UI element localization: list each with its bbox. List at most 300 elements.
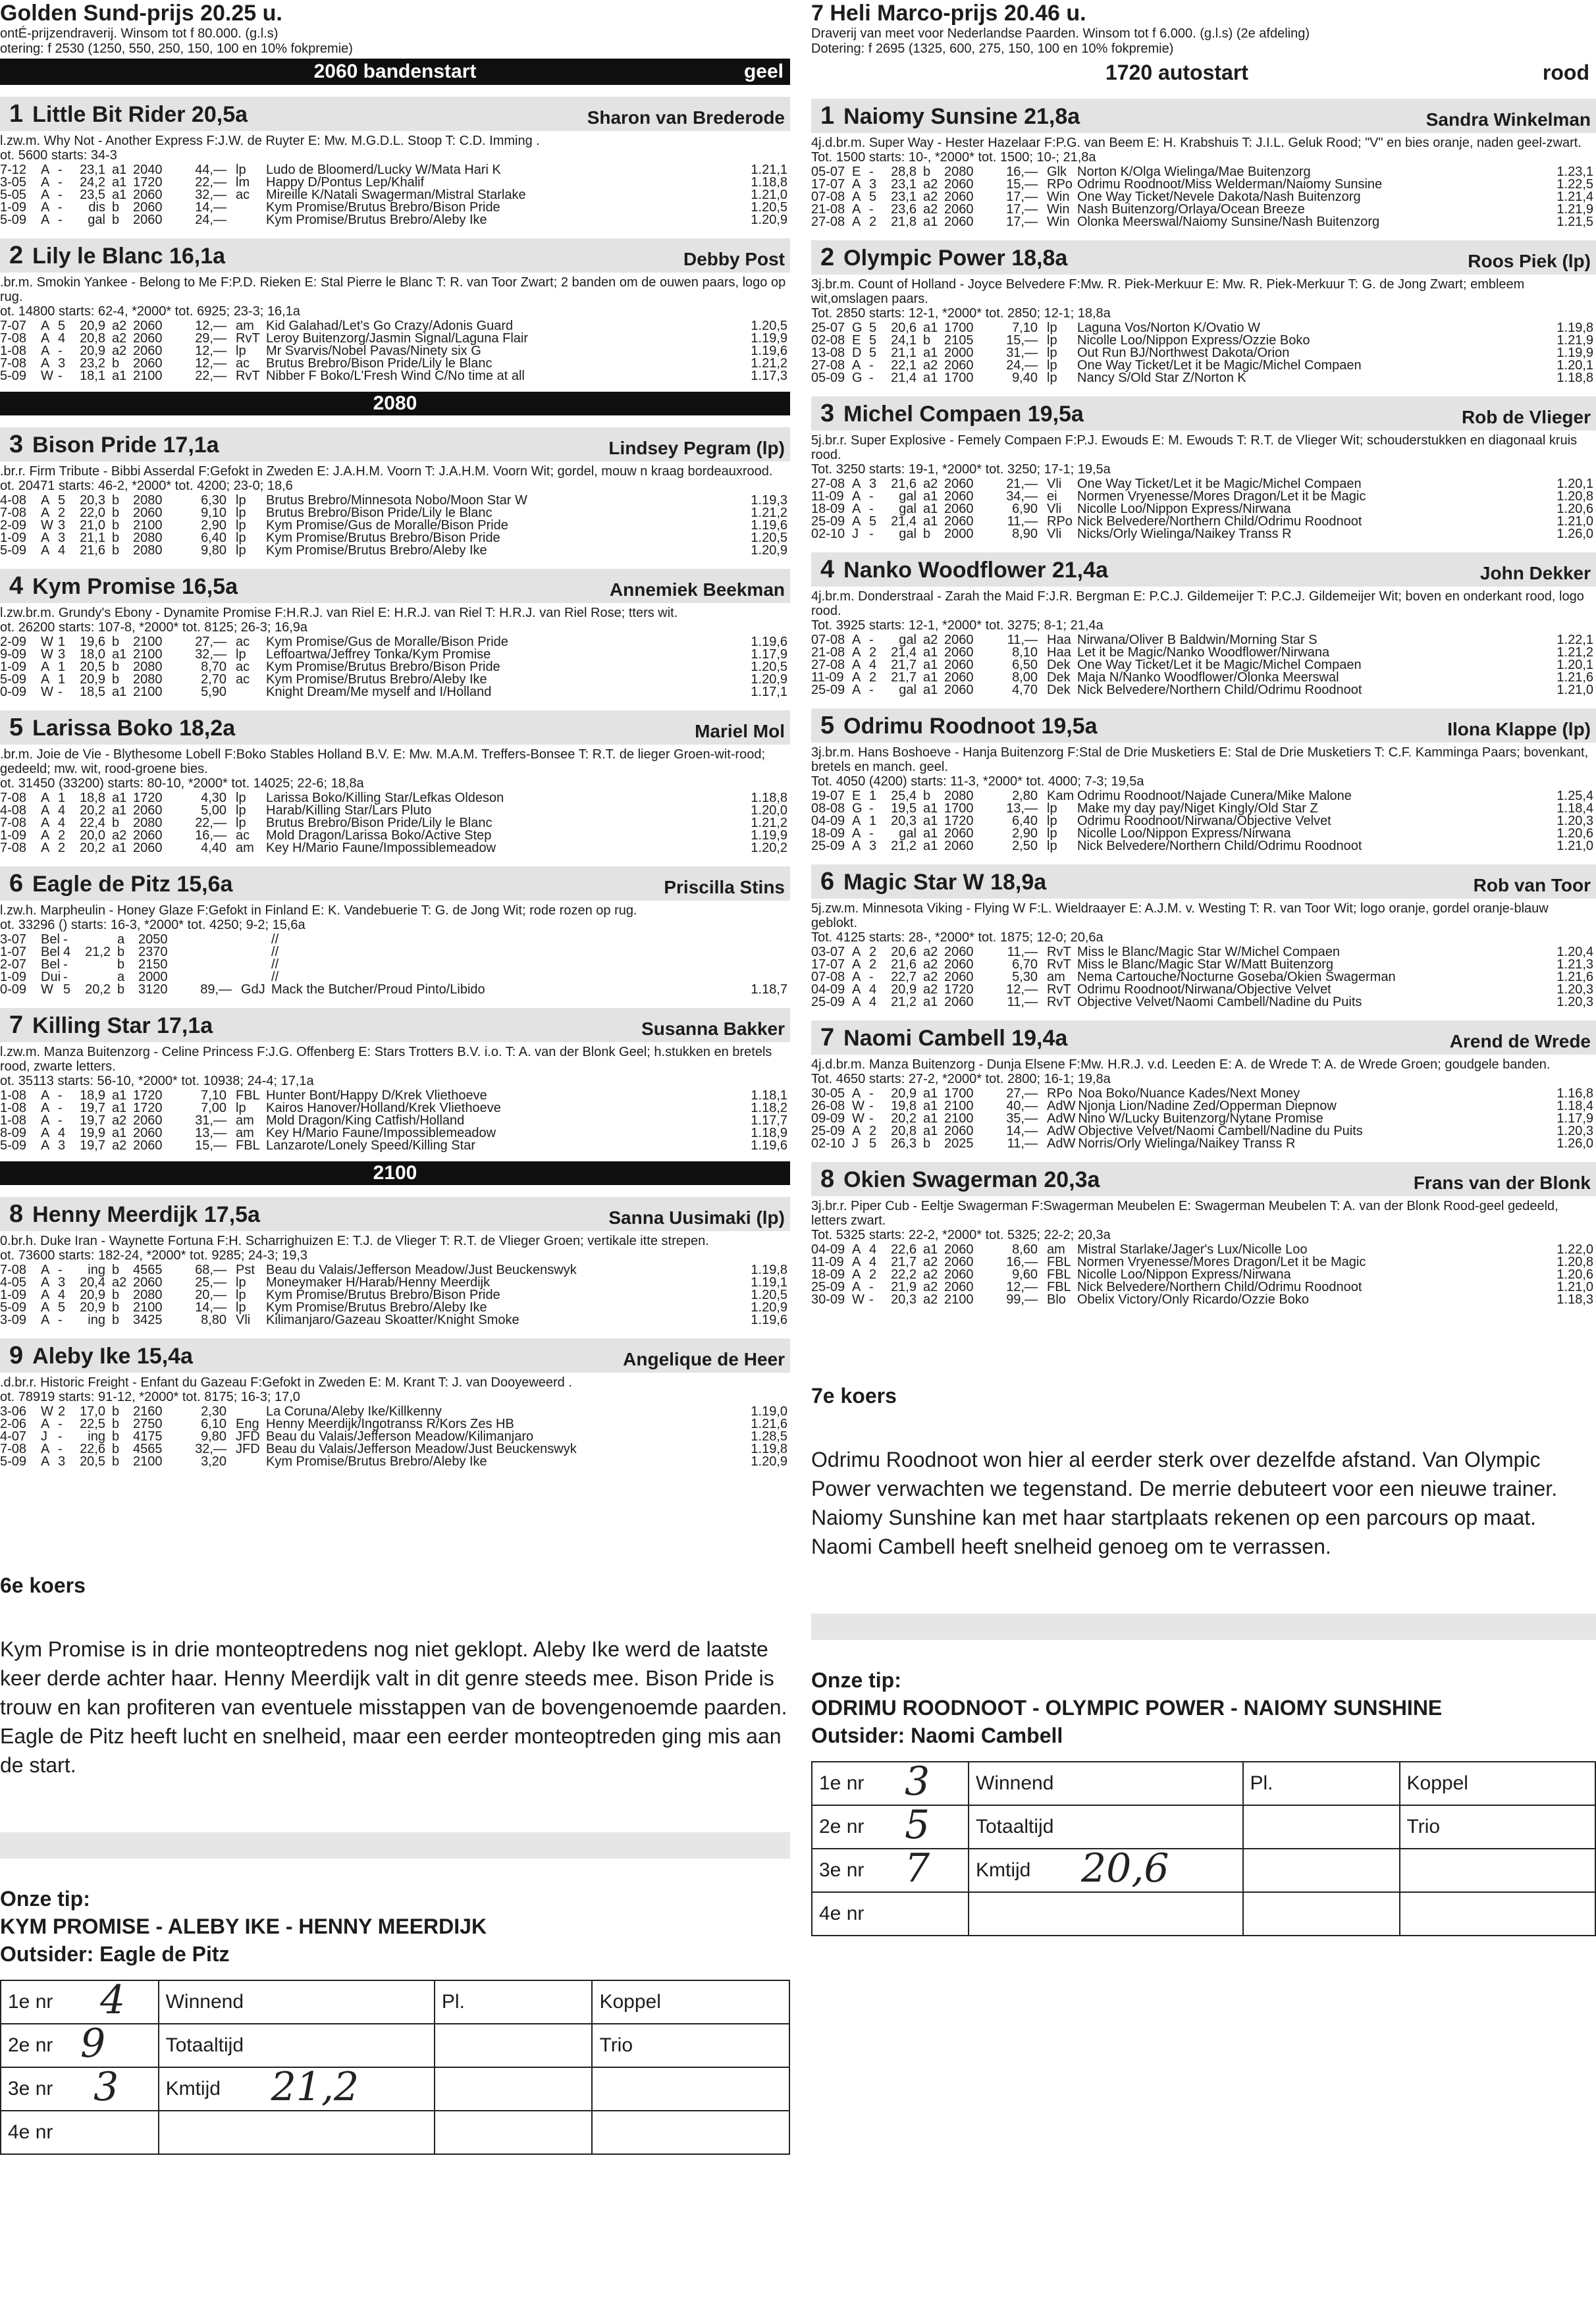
- horse-header: [811, 708, 1596, 743]
- run-cell: -: [869, 371, 874, 385]
- form-cell-empty[interactable]: [1243, 1805, 1400, 1849]
- run-cell: [82, 959, 117, 971]
- run-cell: 11,—: [1007, 633, 1038, 647]
- horse-name-text: Michel Compaen 19,5a: [843, 402, 1084, 427]
- form-cell-empty[interactable]: [592, 2067, 789, 2111]
- form-cell-r1[interactable]: 1e nr 3: [812, 1762, 969, 1805]
- run-cell: 2: [869, 1267, 877, 1282]
- run-cell: A: [852, 1280, 861, 1294]
- run-cell: Dek: [1047, 683, 1071, 697]
- run-cell: -: [58, 213, 63, 227]
- run-cell: 40,—: [1006, 1099, 1038, 1113]
- run-cell: 0-09: [0, 982, 27, 997]
- run-cell: A: [41, 1288, 50, 1302]
- run-cell: 2060: [133, 1275, 163, 1290]
- run-cell: Kym Promise/Brutus Brebro/Aleby Ike: [266, 543, 487, 558]
- run-cell: 5-05: [0, 188, 27, 202]
- run-cell: 1.26,0: [1556, 527, 1593, 541]
- run-cell: 23,2: [80, 356, 105, 371]
- form-cell-kmtijd[interactable]: Kmtijd 20,6: [969, 1849, 1243, 1892]
- run-cell: 4: [869, 982, 877, 997]
- run-cell: 2060: [944, 995, 974, 1009]
- handwritten-2: 5: [905, 1802, 930, 1848]
- run-cell: A: [852, 202, 861, 217]
- run-cell: 2060: [133, 213, 163, 227]
- horse-number: 4: [820, 556, 835, 583]
- run-cell: a1: [923, 489, 938, 504]
- form-cell-trio[interactable]: Trio: [592, 2024, 789, 2067]
- run-cell: A: [41, 1442, 50, 1456]
- form-cell-empty[interactable]: [435, 2111, 593, 2154]
- horse-name: [9, 242, 225, 270]
- form-cell-empty[interactable]: [1400, 1892, 1596, 1936]
- run-cell: ing: [88, 1263, 105, 1277]
- run-cell: a1: [923, 346, 938, 360]
- driver-name: Rob de Vlieger: [1461, 407, 1591, 427]
- run-cell: ing: [88, 1429, 105, 1444]
- form-cell-r4[interactable]: 4e nr: [812, 1892, 969, 1936]
- run-cell: 1.20,3: [1556, 1124, 1593, 1138]
- run-cell: Mack the Butcher/Proud Pinto/Libido: [271, 982, 485, 997]
- run-cell: 7-08: [0, 506, 27, 520]
- run-cell: a2: [923, 358, 938, 373]
- run-cell: 2060: [944, 1242, 974, 1257]
- run-cell: 20,9: [80, 672, 105, 687]
- run-cell: 2100: [944, 1292, 974, 1307]
- run-cell: 20,9: [80, 1288, 105, 1302]
- run-cell: 1.21,6: [1556, 670, 1593, 685]
- run-cell: ei: [1047, 489, 1057, 504]
- run-cell: 14,—: [195, 1300, 226, 1315]
- run-cell: 12,—: [195, 344, 226, 358]
- run-cell: 2050: [138, 932, 168, 947]
- horse-info: .br.m. Smokin Yankee - Belong to Me F:P.D. Rieken E: Stal Pierre le Blanc T: R. van Toor Zwart; 2 banden om de ouwen paars, logo op rug.: [0, 275, 786, 304]
- run-cell: 20,2: [80, 803, 105, 818]
- run-cell: 6,10: [201, 1417, 226, 1431]
- run-cell: 5-09: [0, 213, 27, 227]
- run-cell: Obelix Victory/Only Ricardo/Ozzie Boko: [1077, 1292, 1309, 1307]
- run-row: [0, 370, 790, 383]
- run-cell: Miss le Blanc/Magic Star W/Matt Buitenzorg: [1077, 957, 1334, 972]
- form-cell-empty[interactable]: [435, 2067, 593, 2111]
- run-cell: Nino W/Lucky Buitenzorg/Nytane Promise: [1078, 1111, 1323, 1126]
- run-cell: G: [852, 371, 863, 385]
- run-cell: A: [852, 1086, 861, 1101]
- run-cell: a2: [112, 344, 127, 358]
- run-cell: 2-07: [0, 957, 27, 972]
- run-cell: Objective Velvet/Naomi Cambell/Nadine du Puits: [1078, 1124, 1363, 1138]
- run-cell: Norris/Orly Wielinga/Naikey Transs R: [1078, 1136, 1296, 1151]
- run-cell: JFD: [236, 1429, 260, 1444]
- run-cell: A: [852, 358, 861, 373]
- run-cell: a1: [923, 839, 938, 853]
- run-cell: a1: [923, 1242, 938, 1257]
- form-cell-koppel[interactable]: Koppel: [592, 1980, 789, 2024]
- run-cell: 9,10: [201, 506, 226, 520]
- run-cell: b: [112, 816, 120, 830]
- runs-table: [811, 166, 1596, 228]
- run-cell: 19,6: [80, 635, 105, 649]
- run-cell: 3: [869, 477, 877, 491]
- run-cell: -: [869, 358, 874, 373]
- run-cell: 2000: [138, 970, 168, 984]
- horse-entry: [0, 1008, 790, 1152]
- run-cell: Odrimu Roodnoot/Nirwana/Objective Velvet: [1077, 982, 1331, 997]
- run-cell: 22,6: [891, 1242, 917, 1257]
- run-cell: Blo: [1047, 1292, 1066, 1307]
- race-title: 7 Heli Marco-prijs 20.46 u.: [811, 1, 1086, 26]
- run-cell: Odrimu Roodnoot/Nirwana/Objective Velvet: [1077, 814, 1331, 828]
- run-cell: 2060: [944, 683, 974, 697]
- run-cell: 03-07: [811, 945, 845, 959]
- run-cell: 1.21,6: [1556, 970, 1593, 984]
- run-cell: 1.21,2: [751, 356, 787, 371]
- run-cell: 2370: [138, 945, 168, 959]
- run-cell: 34,—: [1006, 489, 1038, 504]
- horse-name: [9, 870, 232, 898]
- horse-number: 7: [9, 1011, 24, 1039]
- run-cell: a1: [923, 514, 938, 529]
- form-cell-empty[interactable]: [592, 2111, 789, 2154]
- run-cell: Moneymaker H/Harab/Henny Meerdijk: [266, 1275, 491, 1290]
- run-cell: One Way Ticket/Let it be Magic/Michel Compaen: [1077, 658, 1362, 672]
- run-cell: A: [41, 344, 50, 358]
- run-cell: Win: [1047, 202, 1070, 217]
- run-cell: 2080: [944, 789, 974, 803]
- run-cell: 2060: [133, 828, 163, 843]
- run-cell: ac: [236, 672, 250, 687]
- run-cell: RvT: [1047, 982, 1071, 997]
- run-cell: b: [112, 518, 120, 533]
- run-cell: 07-08: [811, 190, 845, 204]
- run-cell: a: [117, 970, 125, 984]
- run-cell: -: [58, 344, 63, 358]
- run-cell: A: [41, 1454, 50, 1469]
- run-cell: 04-09: [811, 814, 845, 828]
- run-cell: 2750: [133, 1417, 163, 1431]
- form-cell-winnend[interactable]: Winnend: [159, 1980, 435, 2024]
- run-cell: lp: [236, 531, 246, 545]
- run-cell: 4-07: [0, 1429, 27, 1444]
- run-cell: 1.20,9: [751, 1300, 787, 1315]
- run-cell: FBL: [1047, 1255, 1071, 1269]
- run-cell: a1: [112, 841, 127, 855]
- run-cell: b: [112, 506, 120, 520]
- form-cell-r4[interactable]: 4e nr: [1, 2111, 159, 2154]
- run-cell: 5: [869, 190, 877, 204]
- horse-name: [820, 1024, 1067, 1052]
- run-cell: 17,0: [80, 1404, 105, 1419]
- run-cell: 2060: [944, 514, 974, 529]
- form-cell-r2[interactable]: 2e nr 9: [1, 2024, 159, 2067]
- form-cell-r3[interactable]: 3e nr 7: [812, 1849, 969, 1892]
- run-cell: a1: [923, 502, 938, 516]
- run-cell: lp: [236, 1101, 246, 1115]
- driver-name: Arend de Wrede: [1449, 1031, 1591, 1051]
- run-cell: 22,—: [195, 369, 226, 383]
- run-cell: J: [852, 527, 859, 541]
- run-cell: 8,60: [1012, 1242, 1038, 1257]
- run-cell: -: [869, 1099, 874, 1113]
- run-cell: 1.19,6: [751, 635, 787, 649]
- horse-info: 0.br.h. Duke Iran - Waynette Fortuna F:H. Scharrighuizen E: T.J. de Vlieger T: R.T. de Vlieger Groen; vertikale itte strepen.: [0, 1234, 709, 1248]
- run-cell: A: [41, 841, 50, 855]
- form-cell-empty[interactable]: [1400, 1849, 1596, 1892]
- run-cell: 11-09: [811, 489, 844, 504]
- run-cell: 1.21,5: [1556, 215, 1593, 229]
- run-cell: 30-05: [811, 1086, 845, 1101]
- horse-number: 7: [820, 1024, 835, 1051]
- run-cell: 18,9: [80, 1088, 105, 1103]
- run-cell: 24,—: [195, 213, 226, 227]
- run-cell: 1.21,0: [1556, 839, 1593, 853]
- run-cell: A: [852, 514, 861, 529]
- run-cell: 8,90: [1012, 527, 1038, 541]
- run-cell: 2080: [133, 1288, 163, 1302]
- run-cell: 19,9: [80, 1126, 105, 1140]
- run-cell: A: [852, 945, 861, 959]
- runs-table: [0, 636, 790, 699]
- form-cell-empty[interactable]: [1243, 1849, 1400, 1892]
- run-cell: 2060: [133, 331, 163, 346]
- run-cell: -: [869, 801, 874, 816]
- form-cell-r1[interactable]: 1e nr 4: [1, 1980, 159, 2024]
- run-cell: 1.20,8: [1556, 1255, 1593, 1269]
- run-cell: Nicks/Orly Wielinga/Naikey Transs R: [1077, 527, 1292, 541]
- form-cell-koppel[interactable]: Koppel: [1400, 1762, 1596, 1805]
- run-cell: Knight Dream/Me myself and I/Holland: [266, 685, 492, 699]
- run-cell: 1.20,6: [1556, 1267, 1593, 1282]
- run-cell: G: [852, 321, 863, 335]
- run-cell: -: [63, 957, 68, 972]
- form-cell-pl[interactable]: Pl.: [435, 1980, 593, 2024]
- horse-name-text: Lily le Blanc 16,1a: [32, 244, 226, 269]
- run-cell: a2: [112, 319, 127, 333]
- run-cell: 1720: [133, 1101, 163, 1115]
- run-cell: 7-08: [0, 356, 27, 371]
- form-cell-r3[interactable]: 3e nr 3: [1, 2067, 159, 2111]
- run-cell: a2: [112, 1138, 127, 1153]
- run-cell: Lanzarote/Lonely Speed/Killing Star: [266, 1138, 475, 1153]
- run-cell: Kym Promise/Brutus Brebro/Aleby Ike: [266, 213, 487, 227]
- run-cell: lp: [1047, 839, 1057, 853]
- run-cell: 1.18,7: [751, 982, 787, 997]
- form-cell-empty[interactable]: [435, 2024, 593, 2067]
- run-cell: Norton K/Olga Wielinga/Mae Buitenzorg: [1077, 165, 1311, 179]
- run-cell: 19-07: [811, 789, 845, 803]
- start-bar: [0, 59, 790, 85]
- run-cell: 17,—: [1006, 215, 1038, 229]
- run-cell: 19,7: [80, 1138, 105, 1153]
- run-cell: 1720: [944, 814, 974, 828]
- run-cell: Vli: [1047, 477, 1062, 491]
- run-cell: 4175: [133, 1429, 163, 1444]
- run-cell: Kam: [1047, 789, 1075, 803]
- run-cell: 25,4: [891, 789, 917, 803]
- run-cell: 27-08: [811, 215, 845, 229]
- run-cell: 7-08: [0, 1442, 27, 1456]
- run-cell: 2: [58, 828, 66, 843]
- run-cell: 32,—: [195, 188, 226, 202]
- distance-bar: 2100: [0, 1161, 790, 1185]
- tip-text: ODRIMU ROODNOOT - OLYMPIC POWER - NAIOMY SUNSHINE: [811, 1696, 1443, 1720]
- run-cell: //: [271, 957, 279, 972]
- run-cell: -: [869, 202, 874, 217]
- run-cell: 17-07: [811, 957, 845, 972]
- run-cell: 17,—: [1006, 202, 1038, 217]
- run-cell: 12,—: [195, 356, 226, 371]
- form-cell-r2[interactable]: 2e nr 5: [812, 1805, 969, 1849]
- run-cell: 2025: [944, 1136, 974, 1151]
- run-cell: 21,1: [891, 346, 917, 360]
- run-cell: Brutus Brebro/Bison Pride/Lily le Blanc: [266, 506, 492, 520]
- run-cell: 11-09: [811, 1255, 844, 1269]
- horse-info: 5j.zw.m. Minnesota Viking - Flying W F:L. Wieldraayer E: A.J.M. v. Westing T: R. van Toor Wit; logo oranje, gordel oranje-blauw geblokt.: [811, 901, 1549, 930]
- run-cell: 4: [58, 1288, 66, 1302]
- run-cell: 25-09: [811, 683, 845, 697]
- run-cell: 4: [63, 945, 71, 959]
- run-cell: 1.20,9: [751, 1454, 787, 1469]
- run-cell: [731, 934, 790, 946]
- run-cell: 3: [58, 647, 66, 662]
- run-cell: 2060: [944, 970, 974, 984]
- horse-name: [9, 431, 219, 459]
- run-cell: 11,—: [1007, 1136, 1038, 1151]
- driver-name: Sharon van Brederode: [587, 107, 785, 128]
- run-cell: A: [852, 982, 861, 997]
- run-cell: 1.25,4: [1556, 789, 1593, 803]
- run-cell: Nema Cartouche/Nocturne Goseba/Okien Swagerman: [1077, 970, 1396, 984]
- run-cell: RPo: [1047, 1086, 1073, 1101]
- run-cell: am: [236, 841, 254, 855]
- run-cell: lp: [236, 1288, 246, 1302]
- run-cell: 1.17,7: [751, 1113, 787, 1128]
- run-cell: b: [112, 1404, 120, 1419]
- run-cell: a1: [112, 647, 127, 662]
- run-cell: 35,—: [1006, 1111, 1038, 1126]
- form-cell-empty[interactable]: [969, 1892, 1243, 1936]
- run-cell: Beau du Valais/Jefferson Meadow/Just Beuckenswyk: [266, 1442, 577, 1456]
- run-cell: 18,0: [80, 647, 105, 662]
- run-cell: b: [112, 200, 120, 215]
- run-cell: Bel: [41, 957, 60, 972]
- horse-entry: [0, 1197, 790, 1327]
- run-cell: 11-09: [811, 670, 844, 685]
- run-cell: 20,4: [80, 1275, 105, 1290]
- run-cell: 1.20,5: [751, 200, 787, 215]
- run-cell: FBL: [1047, 1267, 1071, 1282]
- horse-starts: ot. 35113 starts: 56-10, *2000* tot. 10938; 24-4; 17,1a: [0, 1074, 314, 1088]
- run-cell: 9-09: [0, 647, 27, 662]
- run-cell: One Way Ticket/Let it be Magic/Michel Compaen: [1077, 477, 1362, 491]
- run-cell: 21,8: [891, 215, 917, 229]
- run-cell: a2: [923, 177, 938, 192]
- run-cell: 12,—: [1006, 982, 1038, 997]
- run-cell: 21,2: [891, 995, 917, 1009]
- horse-info: .br.m. Joie de Vie - Blythesome Lobell F:Boko Stables Holland B.V. E: Mw. M.A.M. Treffers-Bonsee T: R.T. de lieger Groen-wit-rood; gedeeld; mw. wit, rood-groene bies.: [0, 747, 766, 776]
- run-cell: Odrimu Roodnoot/Najade Cunera/Mike Malone: [1077, 789, 1352, 803]
- form-cell-kmtijd[interactable]: Kmtijd 21,2: [159, 2067, 435, 2111]
- run-row: [0, 544, 790, 557]
- horse-number: 2: [9, 242, 24, 269]
- horse-starts: Tot. 3925 starts: 12-1, *2000* tot. 3275; 8-1; 21,4a: [811, 618, 1104, 633]
- run-cell: 1.19,6: [751, 344, 787, 358]
- run-cell: 4565: [133, 1263, 163, 1277]
- run-cell: 23,1: [80, 163, 105, 177]
- run-cell: 5: [869, 333, 877, 348]
- run-cell: 1.20,8: [1556, 489, 1593, 504]
- run-cell: 5: [58, 1300, 66, 1315]
- run-cell: W: [852, 1292, 864, 1307]
- run-row: [811, 684, 1596, 697]
- run-cell: 1.20,1: [1556, 477, 1593, 491]
- run-cell: 21-08: [811, 202, 845, 217]
- horse-name: [820, 400, 1084, 428]
- run-cell: 1.21,3: [1556, 957, 1593, 972]
- run-cell: 9,80: [201, 543, 226, 558]
- run-cell: 1.18,9: [751, 1126, 787, 1140]
- run-cell: Odrimu Roodnoot/Miss Welderman/Naiomy Sunsine: [1077, 177, 1383, 192]
- run-cell: 0-09: [0, 685, 27, 699]
- form-cell-totaal[interactable]: Totaaltijd: [969, 1805, 1243, 1849]
- horse-name-text: Olympic Power 18,8a: [843, 246, 1068, 271]
- runs-table: [0, 1406, 790, 1468]
- run-cell: A: [41, 1138, 50, 1153]
- run-cell: 2060: [944, 215, 974, 229]
- run-cell: a2: [112, 828, 127, 843]
- run-cell: 22,5: [80, 1417, 105, 1431]
- handwritten-3: 3: [93, 2064, 119, 2110]
- run-cell: A: [41, 1101, 50, 1115]
- run-cell: -: [869, 633, 874, 647]
- run-cell: 1.18,3: [1556, 1292, 1593, 1307]
- form-cell-pl[interactable]: Pl.: [1243, 1762, 1400, 1805]
- form-cell-trio[interactable]: Trio: [1400, 1805, 1596, 1849]
- runs-table: [0, 320, 790, 383]
- run-cell: Win: [1047, 215, 1070, 229]
- run-cell: 17-07: [811, 177, 845, 192]
- form-cell-totaal[interactable]: Totaaltijd: [159, 2024, 435, 2067]
- run-cell: Haa: [1047, 633, 1071, 647]
- form-cell-empty[interactable]: [159, 2111, 435, 2154]
- run-cell: 1.20,0: [751, 803, 787, 818]
- run-cell: 2060: [133, 506, 163, 520]
- run-cell: 5: [869, 1136, 877, 1151]
- run-cell: Kym Promise/Brutus Brebro/Aleby Ike: [266, 1454, 487, 1469]
- run-cell: 2060: [133, 1113, 163, 1128]
- run-cell: Kym Promise/Brutus Brebro/Bison Pride: [266, 1288, 500, 1302]
- run-cell: 20,3: [80, 493, 105, 508]
- run-cell: Hunter Bont/Happy D/Krek Vliethoeve: [266, 1088, 487, 1103]
- run-cell: b: [112, 1313, 120, 1327]
- run-cell: 2060: [944, 202, 974, 217]
- run-cell: 6,40: [201, 531, 226, 545]
- runs-table: [0, 494, 790, 557]
- tip-label: Onze tip:: [0, 1887, 90, 1911]
- run-cell: 1.21,2: [751, 506, 787, 520]
- run-cell: Vli: [1047, 527, 1062, 541]
- run-cell: b: [923, 789, 931, 803]
- handwritten-3: 7: [905, 1845, 930, 1891]
- form-cell-winnend[interactable]: Winnend: [969, 1762, 1243, 1805]
- divider: [0, 1832, 790, 1859]
- run-cell: 1-09: [0, 1288, 27, 1302]
- horse-name-text: Okien Swagerman 20,3a: [843, 1167, 1100, 1192]
- run-cell: 16,—: [195, 828, 226, 843]
- run-cell: 2-09: [0, 635, 27, 649]
- run-row: [811, 1138, 1596, 1150]
- form-cell-empty[interactable]: [1243, 1892, 1400, 1936]
